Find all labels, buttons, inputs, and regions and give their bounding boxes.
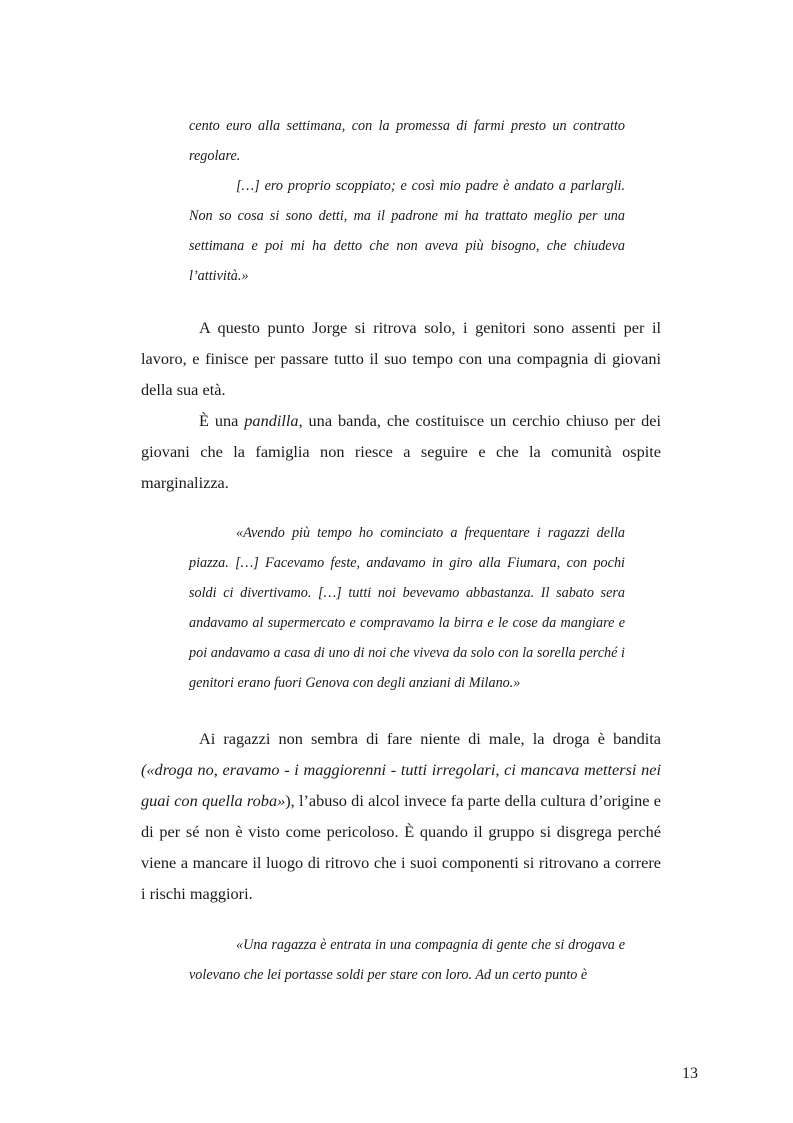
page-number: 13	[682, 1065, 698, 1082]
inline-quote: («droga no, eravamo - i maggiorenni - tutti irregolari, ci mancava mettersi nei guai con quella roba»	[141, 760, 661, 810]
body-text-run: È una	[199, 411, 245, 430]
interview-quote	[189, 930, 625, 990]
body-text-run: , una banda, che costituisce un cerchio chiuso per dei giovani che la famiglia non riesce a seguire e che la comunità ospite marginalizza.	[141, 411, 661, 492]
quote-paragraph: «Una ragazza è entrata in una compagnia di gente che si drogava e volevano che lei portasse soldi per stare con loro. Ad un certo punto è	[189, 937, 625, 983]
interview-quote-continued	[189, 111, 625, 291]
quote-paragraph: cento euro alla settimana, con la promessa di farmi presto un contratto regolare.	[189, 118, 625, 164]
body-paragraph: A questo punto Jorge si ritrova solo, i genitori sono assenti per il lavoro, e finisce per passare tutto il suo tempo con una compagnia di giovani della sua età.	[141, 318, 661, 399]
body-text-section	[141, 312, 661, 498]
body-paragraph	[141, 723, 661, 909]
body-text-run: Ai ragazzi non sembra di fare niente di male, la droga è bandita	[199, 729, 661, 748]
body-text-run: ), l’abuso di alcol invece fa parte della cultura d’origine e di per sé non è visto come pericoloso. È quando il gruppo si disgrega perché viene a mancare il luogo di ritrovo che i suoi componenti si ritrovano a correre i rischi maggiori.	[141, 791, 661, 903]
body-paragraph	[141, 405, 661, 498]
quote-paragraph: […] ero proprio scoppiato; e così mio padre è andato a parlargli. Non so cosa si sono detti, ma il padrone mi ha trattato meglio per una settimana e poi mi ha detto che non aveva più bisogno, che chiudeva l’attività.»	[189, 178, 625, 284]
body-text-section	[141, 723, 661, 909]
quote-paragraph: «Avendo più tempo ho cominciato a frequentare i ragazzi della piazza. […] Facevamo feste, andavamo in giro alla Fiumara, con pochi soldi ci divertivamo. […] tutti noi bevevamo abbastanza. Il sabato sera andavamo al supermercato e compravamo la birra e le cose da mangiare e poi andavamo a casa di uno di noi che viveva da solo con la sorella perché i genitori erano fuori Genova con degli anziani di Milano.»	[189, 525, 625, 691]
emphasized-term: pandilla	[244, 411, 299, 430]
interview-quote	[189, 518, 625, 698]
